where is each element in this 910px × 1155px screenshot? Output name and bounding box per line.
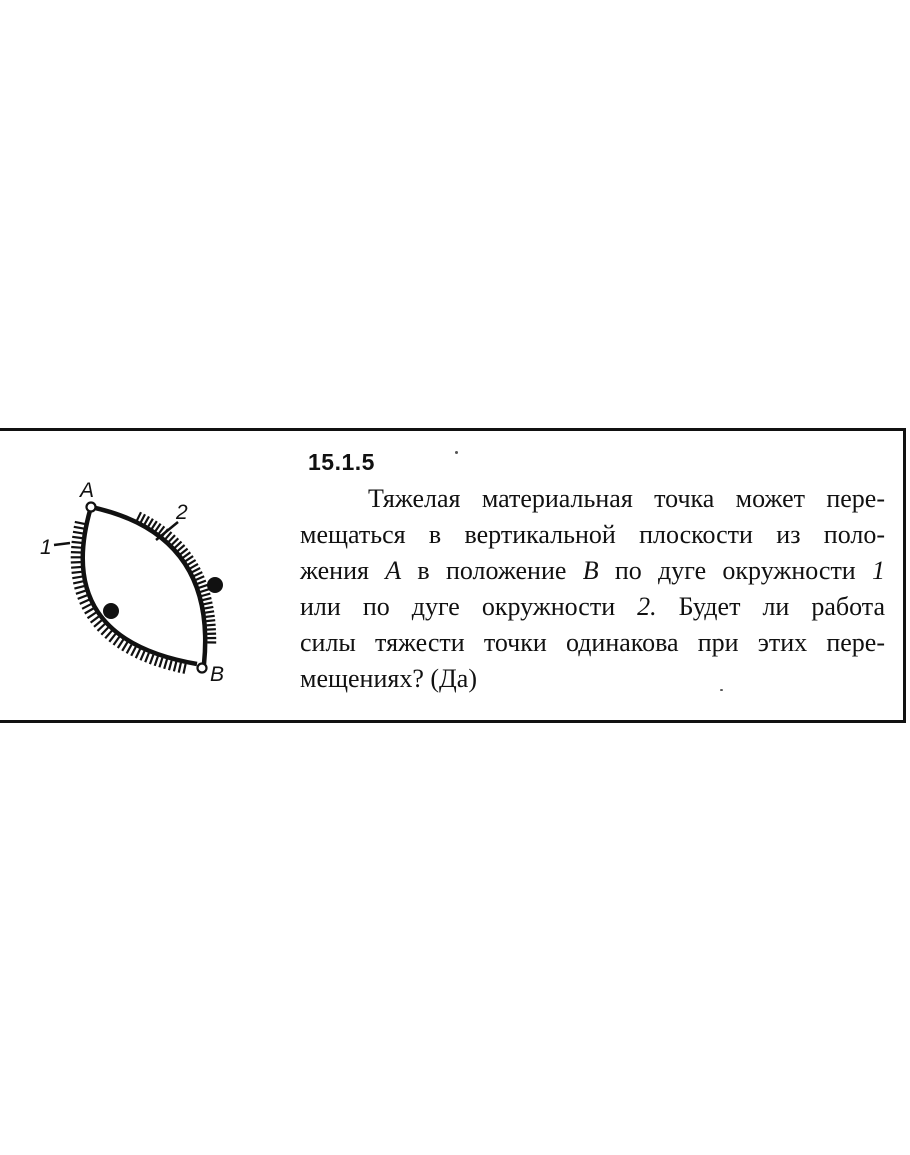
text-segment: в положение: [401, 556, 583, 585]
point-B: [198, 664, 207, 673]
text-segment: жения: [300, 556, 386, 585]
text-line: [300, 517, 885, 553]
arc-1: [83, 507, 197, 664]
label-B: B: [210, 663, 225, 686]
label-1-leader: [54, 543, 70, 545]
problem-text: [300, 481, 885, 697]
text-line: [300, 661, 885, 697]
material-point-on-arc-2: [207, 577, 223, 593]
text-segment: Будет ли работа: [656, 592, 885, 621]
italic-symbol: B: [582, 556, 599, 585]
text-line: [300, 481, 885, 517]
text-line: [300, 589, 885, 625]
material-point-on-arc-1: [103, 603, 119, 619]
problem-box: [0, 428, 906, 723]
text-segment: мещаться в вертикальной плоскости из поло-: [300, 520, 885, 549]
label-1: 1: [40, 536, 52, 559]
italic-symbol: 2.: [637, 592, 657, 621]
problem-number: 15.1.5: [308, 449, 375, 475]
point-A: [87, 503, 96, 512]
label-2: 2: [176, 501, 188, 524]
text-line: [300, 553, 885, 589]
arc-figure: [22, 459, 242, 689]
italic-symbol: 1: [872, 556, 885, 585]
text-segment: Тяжелая материальная точка может пере-: [368, 484, 885, 513]
text-segment: по дуге окружности: [598, 556, 872, 585]
text-segment: или по дуге окружности: [300, 592, 638, 621]
label-A: A: [80, 479, 95, 502]
text-segment: мещениях? (Да): [300, 664, 477, 693]
arc-2: [91, 507, 205, 664]
scan-speck: [455, 451, 458, 454]
text-segment: силы тяжести точки одинакова при этих пере-: [300, 628, 885, 657]
text-line: [300, 625, 885, 661]
italic-symbol: A: [385, 556, 402, 585]
scan-speck: [720, 689, 723, 691]
